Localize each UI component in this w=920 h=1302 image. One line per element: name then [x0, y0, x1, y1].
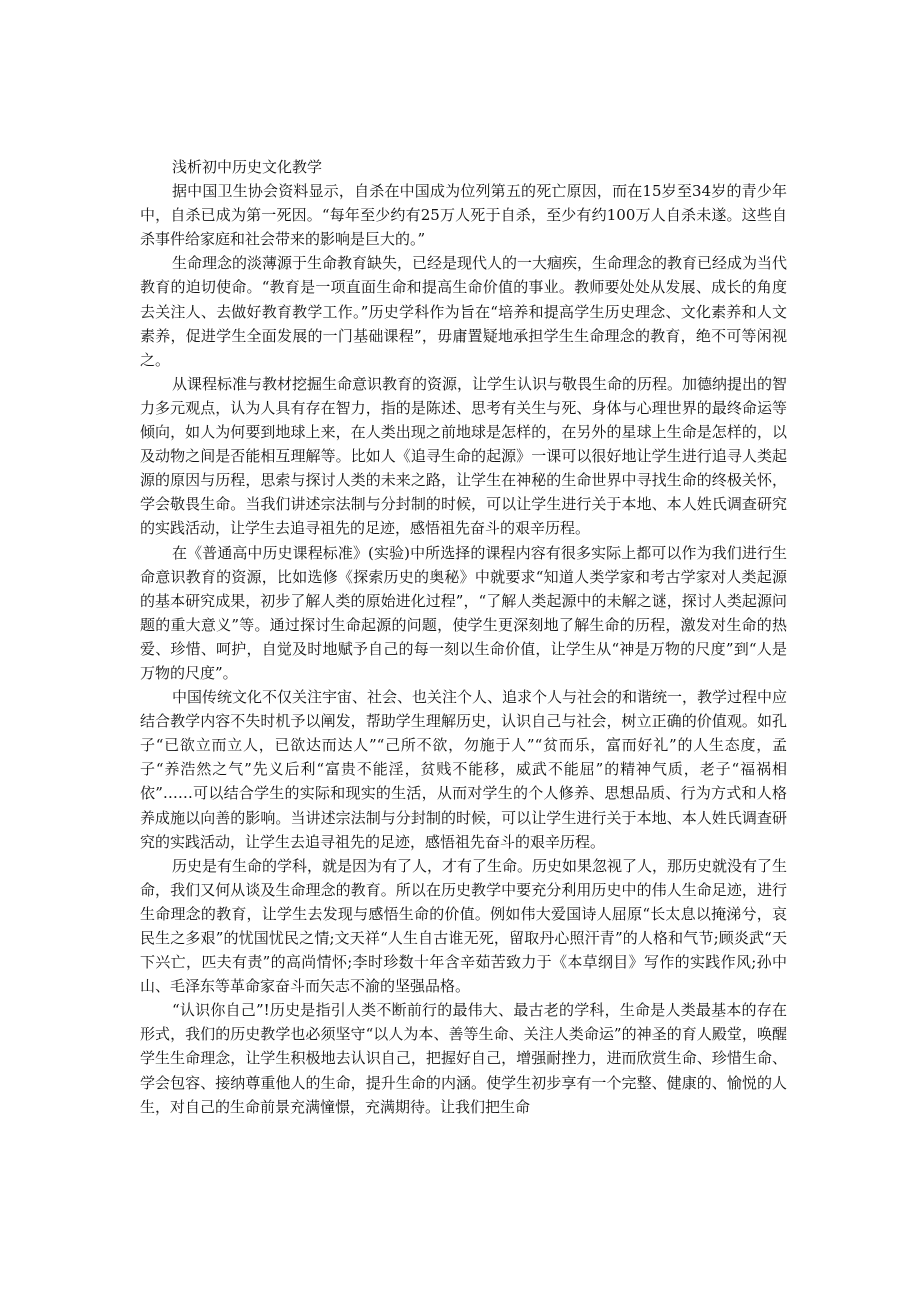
paragraph-life-education: 生命理念的淡薄源于生命教育缺失，已经是现代人的一大痼疾，生命理念的教育已经成为当代教育的迫切使命。“教育是一项直面生命和提高生命价值的事业。教师要处处从发展、成长的角度去关注人、去做好教育教学工作。”历史学科作为旨在“培养和提高学生历史理念、文化素养和人文素养，促进学生全面发展的一门基础课程”，毋庸置疑地承担学生生命理念的教育，绝不可等闲视之。 — [140, 254, 788, 369]
paragraph-curriculum-resources: 从课程标准与教材挖掘生命意识教育的资源，让学生认识与敬畏生命的历程。加德纳提出的智力多元观点，认为人具有存在智力，指的是陈述、思考有关生与死、身体与心理世界的最终命运等倾向，如人为何要到地球上来，在人类出现之前地球是怎样的，在另外的星球上生命是怎样的，以及动物之间是否能相互理解等。比如人《追寻生命的起源》一课可以很好地让学生进行追寻人类起源的原因与历程，思索与探讨人类的未来之路，让学生在神秘的生命世界中寻找生命的终极关怀，学会敬畏生命。当我们讲述宗法制与分封制的时候，可以让学生进行关于本地、本人姓氏调查研究的实践活动，让学生去追寻祖先的足迹，感悟祖先奋斗的艰辛历程。 — [140, 374, 788, 538]
document-title: 浅析初中历史文化教学 — [172, 158, 323, 176]
paragraph-know-yourself: “认识你自己”!历史是指引人类不断前行的最伟大、最古老的学科，生命是人类最基本的存在形式，我们的历史教学也必须坚守“以人为本、善等生命、关注人类命运”的神圣的育人殿堂，唤醒学生生命理念，让学生积极地去认识自己，把握好自己，增强耐挫力，进而欣赏生命、珍惜生命、学会包容、接纳尊重他人的生命，提升生命的内涵。使学生初步享有一个完整、健康的、愉悦的人生，对自己的生命前景充满憧憬，充满期待。让我们把生命 — [140, 1001, 787, 1116]
paragraph-history-figures: 历史是有生命的学科，就是因为有了人，才有了生命。历史如果忽视了人，那历史就没有了生命，我们又何从谈及生命理念的教育。所以在历史教学中要充分利用历史中的伟人生命足迹，进行生命理念的教育，让学生去发现与感悟生命的价值。例如伟大爱国诗人屈原“长太息以掩涕兮，哀民生之多艰”的忧国忧民之情;文天祥“人生自古谁无死，留取丹心照汗青”的人格和气节;顾炎武“天下兴亡，匹夫有责”的高尚情怀;李时珍数十年含辛茹苦致力于《本草纲目》写作的实践作风;孙中山、毛泽东等革命家奋斗而矢志不渝的坚强品格。 — [140, 856, 788, 996]
document-body — [140, 155, 787, 1119]
paragraph-curriculum-standard: 在《普通高中历史课程标准》(实验)中所选择的课程内容有很多实际上都可以作为我们进行生命意识教育的资源，比如选修《探索历史的奥秘》中就要求“知道人类学家和考古学家对人类起源的基本研究成果，初步了解人类的原始进化过程”，“了解人类起源中的未解之谜，探讨人类起源问题的重大意义”等。通过探讨生命起源的问题，使学生更深刻地了解生命的历程，激发对生命的热爱、珍惜、呵护，自觉及时地赋予自己的每一刻以生命价值，让学生从“神是万物的尺度”到“人是万物的尺度”。 — [140, 543, 787, 682]
paragraph-suicide-statistics: 据中国卫生协会资料显示，自杀在中国成为位列第五的死亡原因，而在15岁至34岁的青少年中，自杀已成为第一死因。“每年至少约有25万人死于自杀，至少有约100万人自杀未遂。这些自杀事件给家庭和社会带来的影响是巨大的。” — [140, 182, 787, 249]
paragraph-traditional-culture: 中国传统文化不仅关注宇宙、社会、也关注个人、追求个人与社会的和谐统一，教学过程中应结合教学内容不失时机予以阐发，帮助学生理解历史，认识自己与社会，树立正确的价值观。如孔子“已欲立而立人，已欲达而达人”“己所不欲，勿施于人”“贫而乐，富而好礼”的人生态度，孟子“养浩然之气”先义后利“富贵不能淫，贫贱不能移，威武不能屈”的精神气质，老子“福祸相依”……可以结合学生的实际和现实的生活，从而对学生的个人修养、思想品质、行为方式和人格养成施以向善的影响。当讲述宗法制与分封制的时候，可以让学生进行关于本地、本人姓氏调查研究的实践活动，让学生去追寻祖先的足迹，感悟祖先奋斗的艰辛历程。 — [140, 688, 788, 851]
